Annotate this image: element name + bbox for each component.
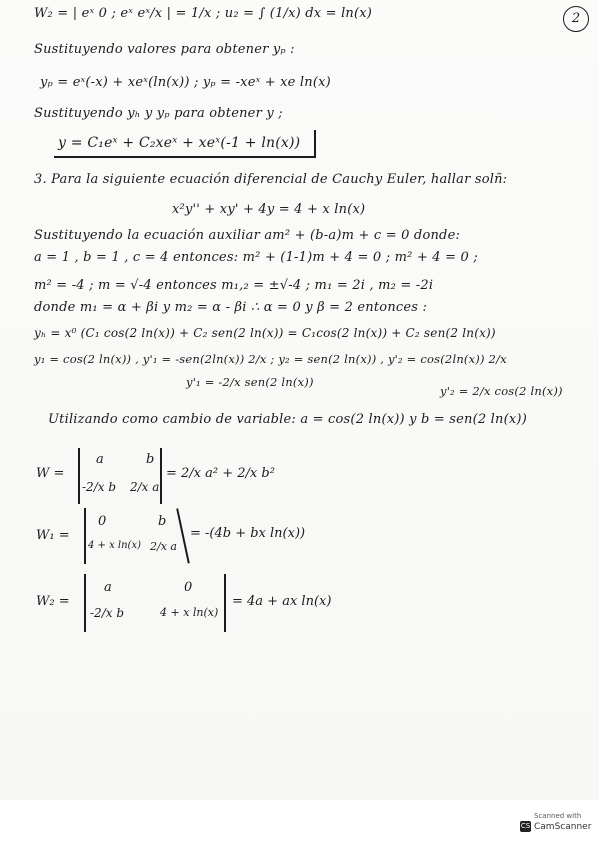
w2-cell-11: a [104,580,112,595]
camscanner-logo-icon: CS [520,822,531,830]
w-cell-22: 2/x a [130,480,160,494]
w1-label: W₁ = [36,528,70,543]
line-substituting-yh-yp: Sustituyendo yₕ y yₚ para obtener y ; [34,106,283,121]
w-label: W = [36,466,65,481]
w2-cell-12: 0 [184,580,193,595]
line-y1-y2: y₁ = cos(2 ln(x)) , y'₁ = -sen(2ln(x)) 2/x ; y₂ = sen(2 ln(x)) , y'₂ = cos(2ln(x)) 2/x [34,352,507,366]
problem-3-statement: 3. Para la siguiente ecuación diferencial de Cauchy Euler, hallar solñ: [34,172,508,187]
camscanner-brand: CamScanner [534,822,592,832]
line-yp: yₚ = eˣ(-x) + xeˣ(ln(x)) ; yₚ = -xeˣ + xe ln(x) [40,75,331,90]
w-result: = 2/x a² + 2/x b² [166,466,275,481]
w-cell-11: a [96,452,104,467]
scanned-with-text: Scanned with [534,812,582,820]
w2-cell-22: 4 + x ln(x) [160,606,219,619]
line-auxiliary-equation: Sustituyendo la ecuación auxiliar am² + (b-a)m + c = 0 donde: [34,228,461,243]
line-substituting-values: Sustituyendo valores para obtener yₚ : [34,42,295,57]
line-roots: m² = -4 ; m = √-4 entonces m₁,₂ = ±√-4 ; m₁ = 2i , m₂ = -2i [34,278,434,293]
line-y1-prime: y'₁ = -2/x sen(2 ln(x)) [186,375,314,389]
line-general-solution: y = C₁eˣ + C₂xeˣ + xeˣ(-1 + ln(x)) [58,135,301,151]
line-y2-prime: y'₂ = 2/x cos(2 ln(x)) [440,384,563,398]
problem-3-equation: x²y'' + xy' + 4y = 4 + x ln(x) [172,202,366,217]
camscanner-watermark [520,812,592,838]
w-cell-12: b [146,452,155,467]
w1-cell-12: b [158,514,167,529]
w1-cell-21: 4 + x ln(x) [88,540,141,551]
line-w2-first: W₂ = | eˣ 0 ; eˣ eˣ/x | = 1/x ; u₂ = ∫ (1/x) dx = ln(x) [34,6,373,21]
w1-cell-22: 2/x a [150,540,177,553]
w-cell-21: -2/x b [82,480,116,494]
page-number: 2 [563,6,589,32]
line-coefficients: a = 1 , b = 1 , c = 4 entonces: m² + (1-1)m + 4 = 0 ; m² + 4 = 0 ; [34,250,478,265]
line-change-of-variable: Utilizando como cambio de variable: a = cos(2 ln(x)) y b = sen(2 ln(x)) [48,412,527,427]
w1-cell-11: 0 [98,514,107,529]
w1-result: = -(4b + bx ln(x)) [190,526,306,541]
w2-cell-21: -2/x b [90,606,124,620]
line-yh: yₕ = x⁰ (C₁ cos(2 ln(x)) + C₂ sen(2 ln(x)) = C₁cos(2 ln(x)) + C₂ sen(2 ln(x)) [34,326,496,340]
line-alpha-beta: donde m₁ = α + βi y m₂ = α - βi ∴ α = 0 y β = 2 entonces : [34,300,428,315]
w2-result: = 4a + ax ln(x) [232,594,332,609]
w2-label: W₂ = [36,594,70,609]
